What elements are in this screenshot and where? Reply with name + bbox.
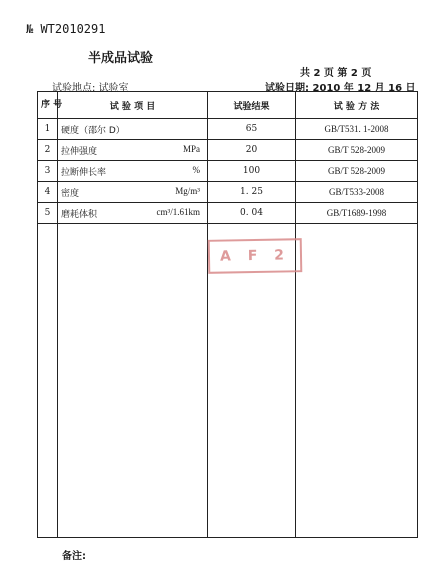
test-location-label: 试验地点: (52, 83, 99, 94)
empty-cell (296, 224, 418, 538)
table-row (38, 203, 418, 224)
header-method: 试 验 方 法 (296, 92, 418, 119)
results-table (37, 91, 418, 538)
cell-result: 65 (208, 119, 296, 140)
cell-seq: 3 (38, 161, 58, 182)
item-name: 拉断伸长率 (61, 167, 107, 178)
inspection-stamp: A F 2 (208, 238, 303, 274)
document-number: № WT2010291 (26, 22, 106, 36)
cell-method: GB/T 528-2009 (296, 161, 418, 182)
table-row (38, 161, 418, 182)
cell-item (58, 182, 208, 203)
empty-cell (58, 224, 208, 538)
cell-result: 20 (208, 140, 296, 161)
cell-method: GB/T531. 1-2008 (296, 119, 418, 140)
cell-result: 100 (208, 161, 296, 182)
item-unit: Mg/m³ (175, 185, 200, 196)
cell-item (58, 203, 208, 224)
header-seq: 序 号 (38, 92, 58, 119)
item-unit: cm³/1.61km (156, 206, 200, 217)
table-header-row (38, 92, 418, 119)
cell-seq: 5 (38, 203, 58, 224)
table-row (38, 182, 418, 203)
item-name: 硬度（邵尔 D） (61, 125, 125, 136)
cell-result: 0. 04 (208, 203, 296, 224)
test-location-value: 试验室 (98, 83, 129, 94)
cell-method: GB/T1689-1998 (296, 203, 418, 224)
test-date-label: 试验日期: (265, 83, 313, 94)
header-item: 试 验 项 目 (58, 92, 208, 119)
cell-item (58, 161, 208, 182)
header-result: 试验结果 (208, 92, 296, 119)
cell-result: 1. 25 (208, 182, 296, 203)
item-unit: MPa (182, 143, 200, 154)
table-row (38, 140, 418, 161)
item-name: 密度 (61, 188, 80, 199)
cell-method: GB/T533-2008 (296, 182, 418, 203)
empty-cell (38, 224, 58, 538)
item-name: 磨耗体积 (61, 209, 98, 220)
table-row (38, 119, 418, 140)
item-unit: % (192, 164, 200, 175)
report-title: 半成品试验 (88, 51, 154, 66)
cell-seq: 2 (38, 140, 58, 161)
cell-item (58, 119, 208, 140)
cell-seq: 4 (38, 182, 58, 203)
test-date-value: 2010 年 12 月 16 日 (312, 83, 416, 94)
remark-label: 备注: (62, 551, 86, 562)
cell-item (58, 140, 208, 161)
cell-method: GB/T 528-2009 (296, 140, 418, 161)
page-count: 共 2 页 第 2 页 (300, 68, 372, 79)
item-name: 拉伸强度 (61, 146, 98, 157)
cell-seq: 1 (38, 119, 58, 140)
